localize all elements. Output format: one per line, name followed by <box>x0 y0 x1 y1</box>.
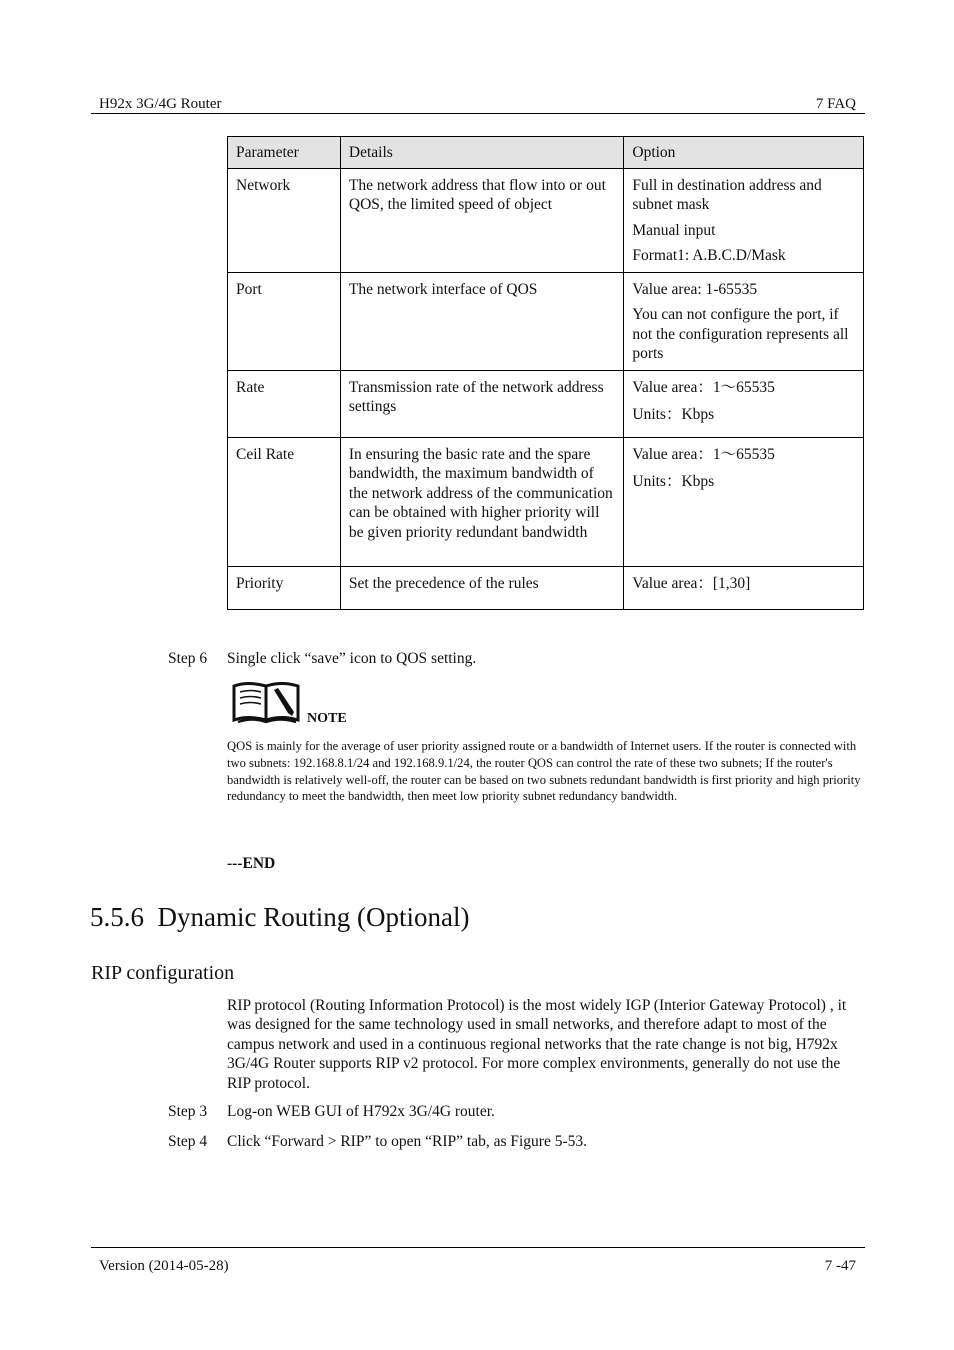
option-line: Value area：1～65535 <box>632 378 775 396</box>
subsection-title: RIP configuration <box>91 962 235 984</box>
table-row <box>228 566 864 609</box>
column-header-option: Option <box>624 137 864 169</box>
option-line: Manual input <box>632 221 716 239</box>
option-line: You can not configure the port, if not the configuration represents all ports <box>632 306 849 362</box>
note-label: NOTE <box>307 711 347 724</box>
footer-version: Version (2014-05-28) <box>99 1258 229 1274</box>
step-label: Step 3 <box>168 1103 208 1120</box>
option-cell <box>624 272 864 370</box>
book-pen-note-icon <box>232 680 362 724</box>
table-row <box>228 370 864 437</box>
parameter-cell: Port <box>228 272 341 370</box>
header-chapter: 7 FAQ <box>815 96 856 112</box>
details-cell: Transmission rate of the network address settings <box>340 370 623 437</box>
rip-description: RIP protocol (Routing Information Protocol) is the most widely IGP (Interior Gateway Protocol) , it was designed for the same technology used in small networks, and therefore adapt to most of the campus network and used in a continuous regional networks that the rate change is not big, H792x 3G/4G Router supports RIP v2 protocol. For more complex environments, generally do not use the RIP protocol. <box>227 997 847 1092</box>
table-header-row <box>228 137 864 169</box>
option-cell <box>624 566 864 609</box>
parameter-cell: Rate <box>228 370 341 437</box>
qos-parameter-table <box>227 136 864 610</box>
step-text: Log-on WEB GUI of H792x 3G/4G router. <box>227 1103 495 1120</box>
option-cell <box>624 168 864 272</box>
table-row <box>228 272 864 370</box>
header-doc-title: H92x 3G/4G Router <box>99 96 222 112</box>
step-label: Step 4 <box>168 1133 208 1150</box>
option-line: Value area：[1,30] <box>632 574 751 592</box>
option-line: Format1: A.B.C.D/Mask <box>632 247 786 264</box>
parameter-cell: Priority <box>228 566 341 609</box>
option-cell <box>624 370 864 437</box>
parameter-cell: Ceil Rate <box>228 437 341 566</box>
table-row <box>228 168 864 272</box>
option-line: Units：Kbps <box>632 406 715 423</box>
details-cell: In ensuring the basic rate and the spare bandwidth, the maximum bandwidth of the network address of the communication can be obtained with higher priority will be given priority redundant bandwidth <box>340 437 623 566</box>
option-line: Units：Kbps <box>632 473 715 490</box>
option-line: Value area: 1-65535 <box>632 280 758 298</box>
option-line: Value area：1～65535 <box>632 445 775 463</box>
step-text: Single click “save” icon to QOS setting. <box>227 650 477 667</box>
option-line: Full in destination address and subnet mask <box>632 176 822 213</box>
end-mark: ---END <box>227 855 276 872</box>
step-label: Step 6 <box>168 650 208 667</box>
page-number: 7 -47 <box>824 1258 856 1274</box>
footer-divider <box>91 1247 865 1248</box>
note-block <box>232 680 362 724</box>
details-cell: The network interface of QOS <box>340 272 623 370</box>
section-title: 5.5.6 Dynamic Routing (Optional) <box>90 902 470 932</box>
note-text: QOS is mainly for the average of user priority assigned route or a bandwidth of Internet users. If the router is connected with two subnets: 192.168.8.1/24 and 192.168.9.1/24, the router QOS can control the rate of these two subnets; If the router's bandwidth is relatively well-off, the router can be based on two subnets redundant bandwidth is first priority and high priority redundancy to meet the bandwidth, then meet low priority subnet redundancy bandwidth. <box>227 739 861 804</box>
column-header-parameter: Parameter <box>228 137 341 169</box>
details-cell: Set the precedence of the rules <box>340 566 623 609</box>
parameter-cell: Network <box>228 168 341 272</box>
table-row <box>228 437 864 566</box>
header-divider <box>91 113 865 114</box>
option-cell <box>624 437 864 566</box>
details-cell: The network address that flow into or out QOS, the limited speed of object <box>340 168 623 272</box>
column-header-details: Details <box>340 137 623 169</box>
step-text: Click “Forward > RIP” to open “RIP” tab, as Figure 5-53. <box>227 1133 588 1150</box>
